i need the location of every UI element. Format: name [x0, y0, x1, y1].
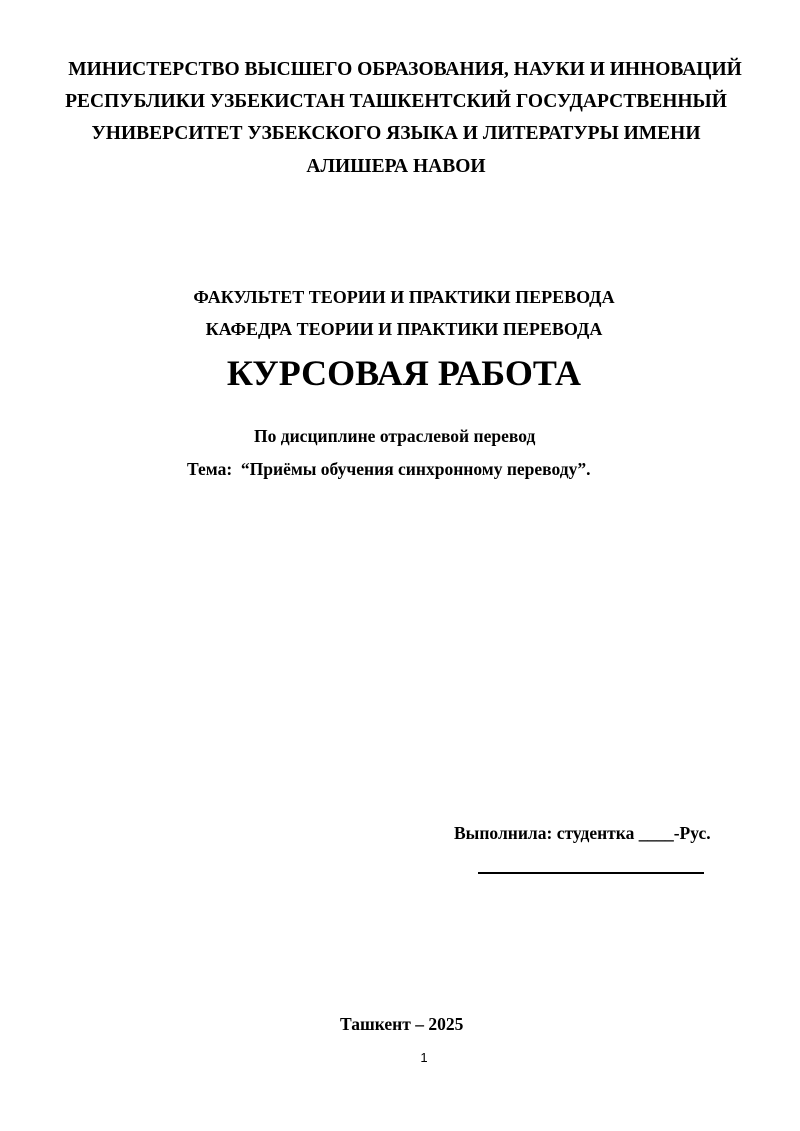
ministry-line-2: РЕСПУБЛИКИ УЗБЕКИСТАН ТАШКЕНТСКИЙ ГОСУДАРСТВЕННЫЙ	[65, 91, 727, 112]
ministry-line-4: АЛИШЕРА НАВОИ	[306, 156, 486, 177]
department-name: КАФЕДРА ТЕОРИИ И ПРАКТИКИ ПЕРЕВОДА	[205, 319, 603, 339]
discipline-line: По дисциплине отраслевой перевод	[254, 426, 536, 446]
signature-line	[478, 872, 704, 874]
document-title: КУРСОВАЯ РАБОТА	[226, 353, 582, 393]
author-line: Выполнила: студентка ____-Рус.	[454, 823, 711, 843]
topic-line: Тема: “Приёмы обучения синхронному переводу”.	[187, 459, 591, 479]
ministry-line-1: МИНИСТЕРСТВО ВЫСШЕГО ОБРАЗОВАНИЯ, НАУКИ И ИННОВАЦИЙ	[68, 59, 742, 80]
city-year: Ташкент – 2025	[340, 1014, 464, 1034]
page-number: 1	[420, 1050, 428, 1065]
ministry-line-3: УНИВЕРСИТЕТ УЗБЕКСКОГО ЯЗЫКА И ЛИТЕРАТУРЫ ИМЕНИ	[91, 123, 701, 144]
faculty-name: ФАКУЛЬТЕТ ТЕОРИИ И ПРАКТИКИ ПЕРЕВОДА	[193, 287, 615, 307]
